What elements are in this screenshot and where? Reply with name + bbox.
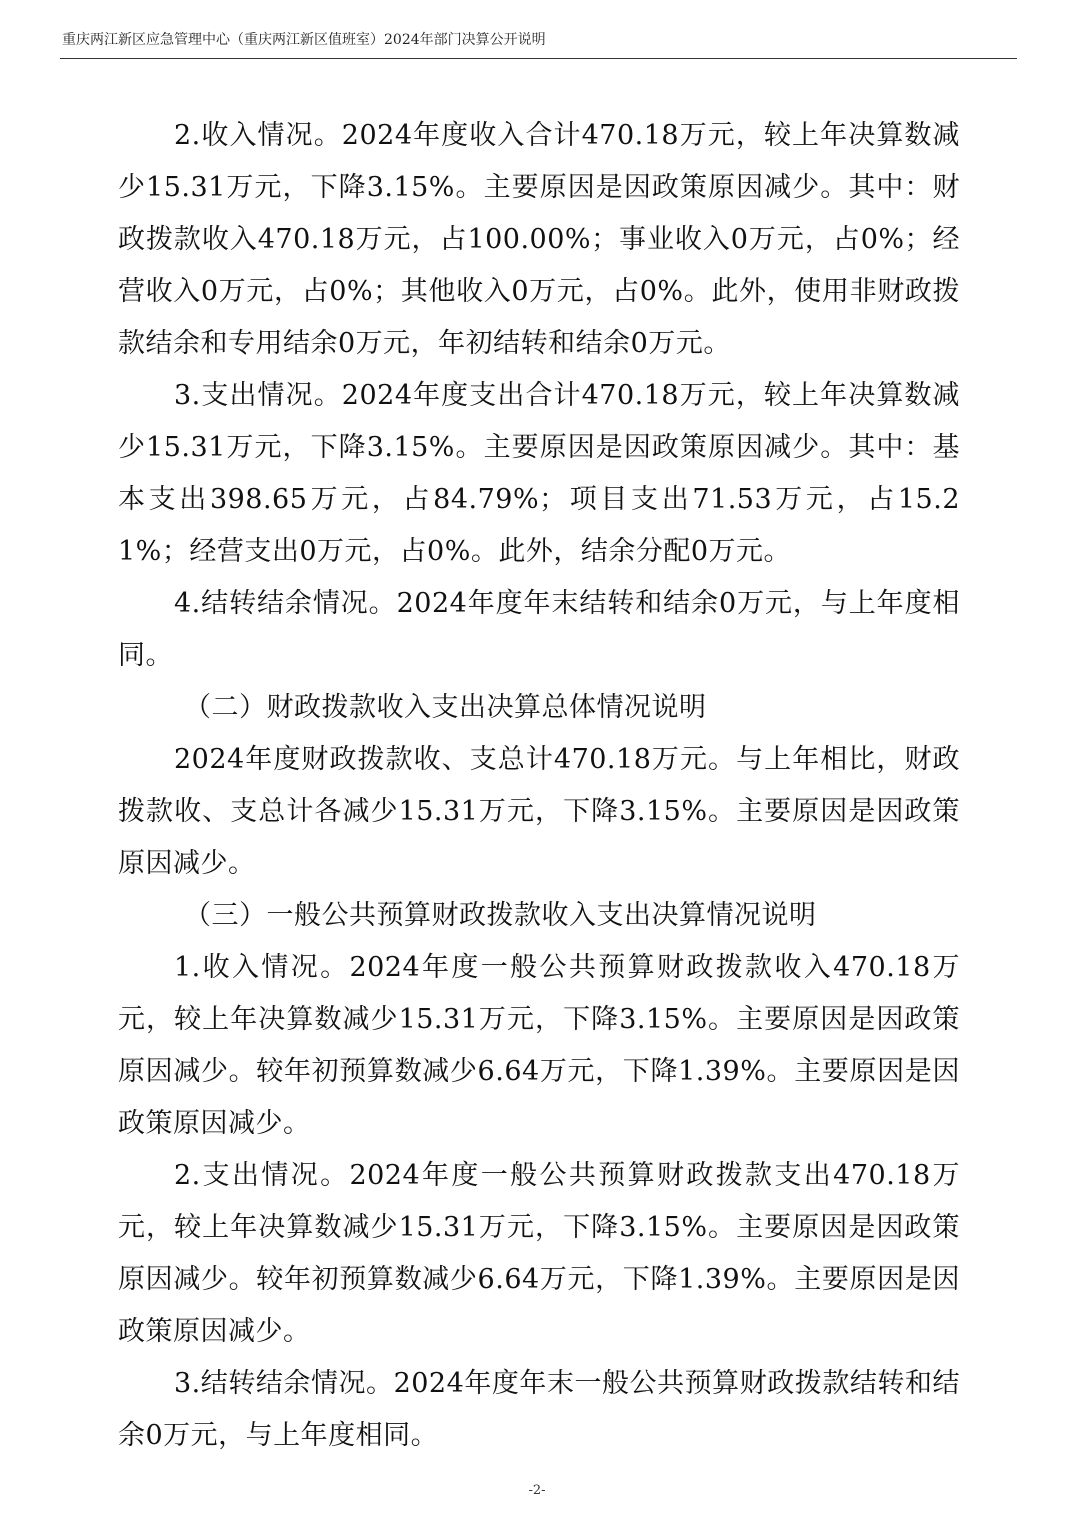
page-number: -2- — [528, 1483, 546, 1498]
section-heading-3: （三）一般公共预算财政拨款收入支出决算情况说明 — [184, 900, 817, 931]
header-divider — [60, 58, 1017, 59]
general-carryover-paragraph: 3.结转结余情况。2024年度年末一般公共预算财政拨款结转和结余0万元，与上年度相同。 — [118, 1368, 960, 1451]
document-header: 重庆两江新区应急管理中心（重庆两江新区值班室）2024年部门决算公开说明 — [62, 32, 546, 48]
general-expenditure-paragraph: 2.支出情况。2024年度一般公共预算财政拨款支出470.18万元，较上年决算数减少15.31万元，下降3.15%。主要原因是因政策原因减少。较年初预算数减少6.64万元，下降1.39%。主要原因是因政策原因减少。 — [118, 1160, 960, 1347]
general-income-paragraph: 1.收入情况。2024年度一般公共预算财政拨款收入470.18万元，较上年决算数减少15.31万元，下降3.15%。主要原因是因政策原因减少。较年初预算数减少6.64万元，下降1.39%。主要原因是因政策原因减少。 — [118, 952, 960, 1139]
income-paragraph: 2.收入情况。2024年度收入合计470.18万元，较上年决算数减少15.31万元，下降3.15%。主要原因是因政策原因减少。其中：财政拨款收入470.18万元，占100.00%；事业收入0万元，占0%；经营收入0万元，占0%；其他收入0万元，占0%。此外，使用非财政拨款结余和专用结余0万元，年初结转和结余0万元。 — [118, 120, 960, 359]
expenditure-paragraph: 3.支出情况。2024年度支出合计470.18万元，较上年决算数减少15.31万元，下降3.15%。主要原因是因政策原因减少。其中：基本支出398.65万元，占84.79%；项目支出71.53万元，占15.21%；经营支出0万元，占0%。此外，结余分配0万元。 — [118, 380, 960, 567]
carryover-paragraph: 4.结转结余情况。2024年度年末结转和结余0万元，与上年度相同。 — [118, 588, 960, 671]
fiscal-total-paragraph: 2024年度财政拨款收、支总计470.18万元。与上年相比，财政拨款收、支总计各减少15.31万元，下降3.15%。主要原因是因政策原因减少。 — [118, 744, 960, 879]
section-heading-2: （二）财政拨款收入支出决算总体情况说明 — [184, 692, 707, 723]
document-body — [118, 110, 960, 1462]
